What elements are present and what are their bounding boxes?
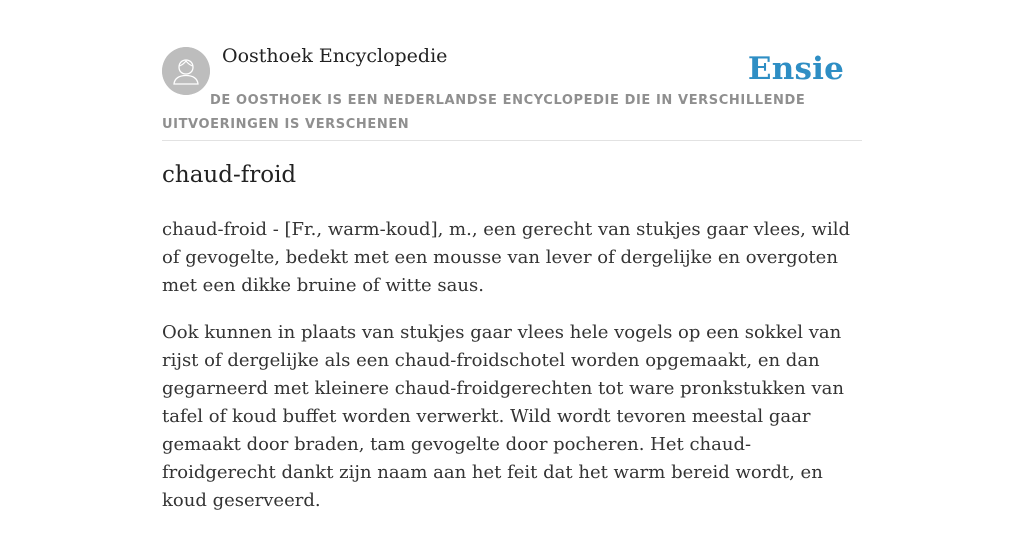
page-title: chaud-froid	[162, 162, 297, 188]
page	[162, 0, 862, 511]
source-avatar[interactable]	[162, 47, 210, 95]
source-tagline: DE OOSTHOEK IS EEN NEDERLANDSE ENCYCLOPEDIE DIE IN VERSCHILLENDE UITVOERINGEN IS VERSCHENEN	[162, 93, 806, 132]
source-name[interactable]: Oosthoek Encyclopedie	[222, 45, 448, 67]
article-body	[162, 216, 862, 534]
source-header	[162, 0, 862, 141]
user-icon	[162, 47, 210, 95]
article-paragraph: chaud-froid - [Fr., warm-koud], m., een gerecht van stukjes gaar vlees, wild of gevogelte, bedekt met een mousse van lever of dergelijke en overgoten met een dikke bruine of witte saus.	[162, 219, 850, 296]
ensie-logo[interactable]: Ensie	[747, 51, 844, 87]
article-paragraph: Ook kunnen in plaats van stukjes gaar vlees hele vogels op een sokkel van rijst of dergelijke als een chaud-froidschotel worden opgemaakt, en dan gegarneerd met kleinere chaud-froidgerechten tot ware pronkstukken van tafel of koud buffet worden verwerkt. Wild wordt tevoren meestal gaar gemaakt door braden, tam gevogelte door pocheren. Het chaud-froidgerecht dankt zijn naam aan het feit dat het warm bereid wordt, en koud geserveerd.	[162, 322, 844, 511]
